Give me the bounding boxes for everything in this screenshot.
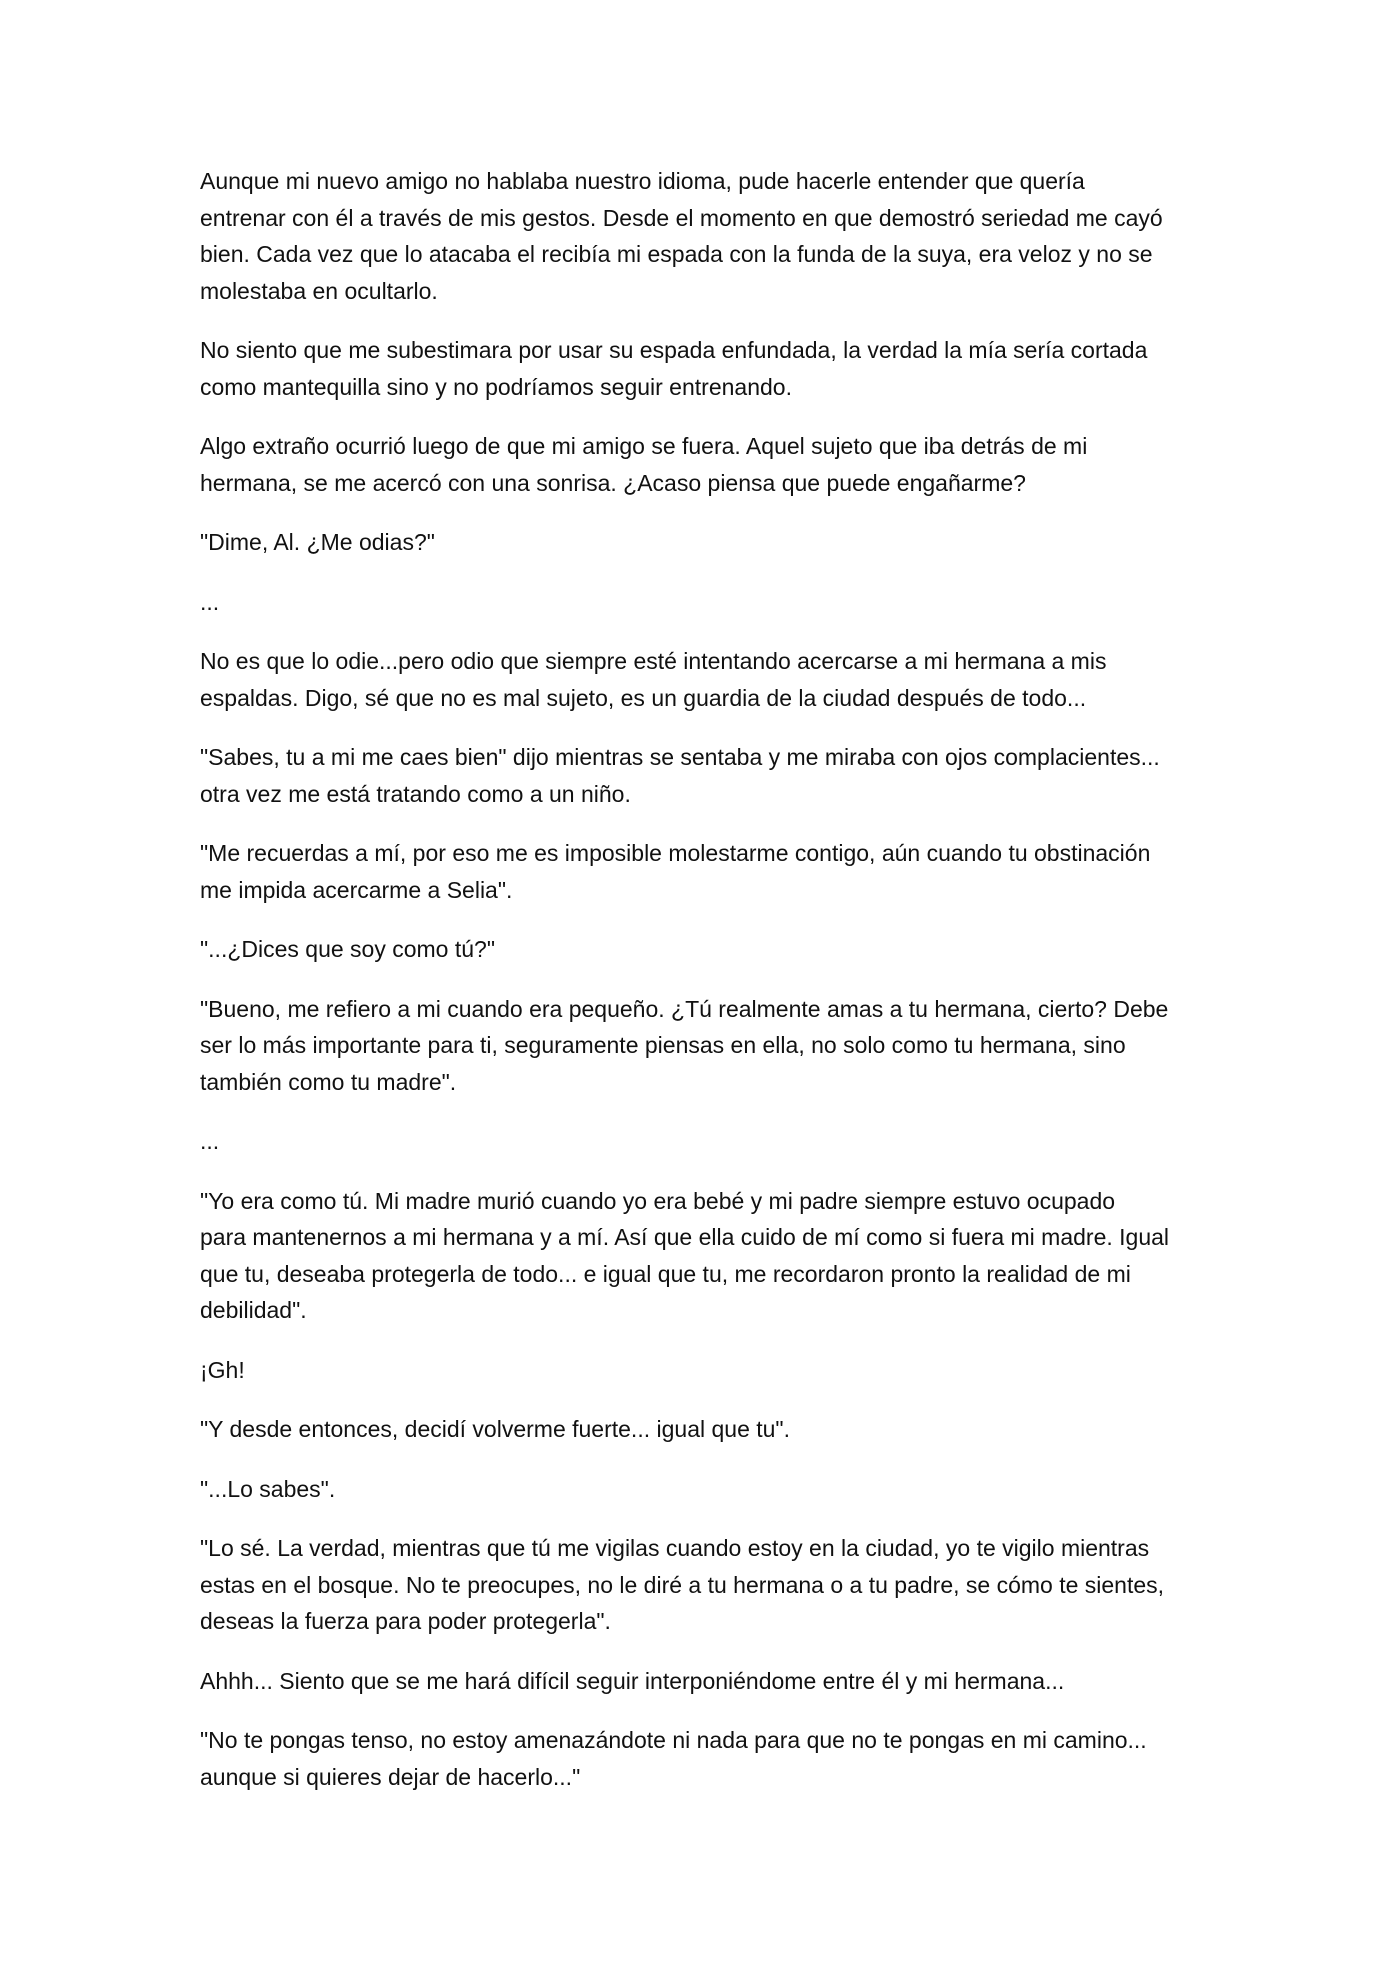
paragraph — [200, 1123, 1200, 1160]
paragraph — [200, 1352, 1200, 1389]
paragraph — [200, 1183, 1200, 1329]
text-line: como mantequilla sino y no podríamos seguir entrenando. — [200, 373, 792, 400]
paragraph — [200, 1663, 1200, 1700]
text-line: "...Lo sabes". — [200, 1475, 336, 1502]
text-line: molestaba en ocultarlo. — [200, 277, 438, 304]
text-line: ¡Gh! — [200, 1356, 245, 1383]
text-line: también como tu madre". — [200, 1068, 457, 1095]
text-line: que tu, deseaba protegerla de todo... e igual que tu, me recordaron pronto la realidad de mi — [200, 1260, 1131, 1287]
paragraph — [200, 1471, 1200, 1508]
paragraph — [200, 584, 1200, 621]
text-line: "Me recuerdas a mí, por eso me es imposible molestarme contigo, aún cuando tu obstinación — [200, 840, 1151, 866]
text-line: No es que lo odie...pero odio que siempre esté intentando acercarse a mi hermana a mis — [200, 648, 1107, 674]
text-line: "Sabes, tu a mi me caes bien" dijo mientras se sentaba y me miraba con ojos complacientes... — [200, 744, 1160, 770]
text-line: estas en el bosque. No te preocupes, no le diré a tu hermana o a tu padre, se cómo te sientes, — [200, 1571, 1165, 1598]
text-line: hermana, se me acercó con una sonrisa. ¿Acaso piensa que puede engañarme? — [200, 469, 1026, 496]
text-line: "Bueno, me refiero a mi cuando era pequeño. ¿Tú realmente amas a tu hermana, cierto? Debe — [200, 995, 1169, 1022]
text-line: "Y desde entonces, decidí volverme fuerte... igual que tu". — [200, 1416, 790, 1442]
text-line: "Yo era como tú. Mi madre murió cuando yo era bebé y mi padre siempre estuvo ocupado — [200, 1187, 1116, 1214]
text-line: No siento que me subestimara por usar su espada enfundada, la verdad la mía sería cortada — [200, 337, 1148, 363]
text-line: espaldas. Digo, sé que no es mal sujeto, es un guardia de la ciudad después de todo... — [200, 684, 1087, 711]
text-line: bien. Cada vez que lo atacaba el recibía mi espada con la funda de la suya, era veloz y no se — [200, 241, 1153, 267]
paragraph — [200, 163, 1200, 309]
paragraph — [200, 1722, 1200, 1795]
paragraph — [200, 931, 1200, 968]
text-line: deseas la fuerza para poder protegerla". — [200, 1608, 611, 1634]
paragraph — [200, 991, 1200, 1101]
text-line: Ahhh... Siento que se me hará difícil seguir interponiéndome entre él y mi hermana... — [200, 1667, 1065, 1694]
paragraph — [200, 835, 1200, 908]
text-line: "Dime, Al. ¿Me odias?" — [200, 529, 435, 555]
text-line: ser lo más importante para ti, seguramente piensas en ella, no solo como tu hermana, sino — [200, 1032, 1126, 1058]
text-line: otra vez me está tratando como a un niño. — [200, 780, 631, 807]
paragraph — [200, 1530, 1200, 1640]
text-line: Algo extraño ocurrió luego de que mi amigo se fuera. Aquel sujeto que iba detrás de mi — [200, 433, 1088, 459]
paragraph — [200, 643, 1200, 716]
text-line: "Lo sé. La verdad, mientras que tú me vigilas cuando estoy en la ciudad, yo te vigilo mientras — [200, 1535, 1150, 1561]
document-body — [200, 163, 1200, 1818]
text-line: aunque si quieres dejar de hacerlo..." — [200, 1763, 581, 1790]
text-line: "No te pongas tenso, no estoy amenazándote ni nada para que no te pongas en mi camino... — [200, 1727, 1147, 1753]
text-line: ... — [200, 1128, 220, 1154]
text-line: me impida acercarme a Selia". — [200, 876, 513, 903]
paragraph — [200, 739, 1200, 812]
text-line: entrenar con él a través de mis gestos. Desde el momento en que demostró seriedad me cayó — [200, 204, 1163, 231]
paragraph — [200, 524, 1200, 561]
paragraph — [200, 332, 1200, 405]
paragraph — [200, 428, 1200, 501]
text-line: ... — [200, 588, 220, 615]
text-line: debilidad". — [200, 1297, 307, 1323]
text-line: "...¿Dices que soy como tú?" — [200, 936, 496, 962]
text-line: Aunque mi nuevo amigo no hablaba nuestro idioma, pude hacerle entender que quería — [200, 168, 1085, 194]
paragraph — [200, 1411, 1200, 1448]
text-line: para mantenernos a mi hermana y a mí. Así que ella cuido de mí como si fuera mi madre. Igual — [200, 1224, 1170, 1250]
